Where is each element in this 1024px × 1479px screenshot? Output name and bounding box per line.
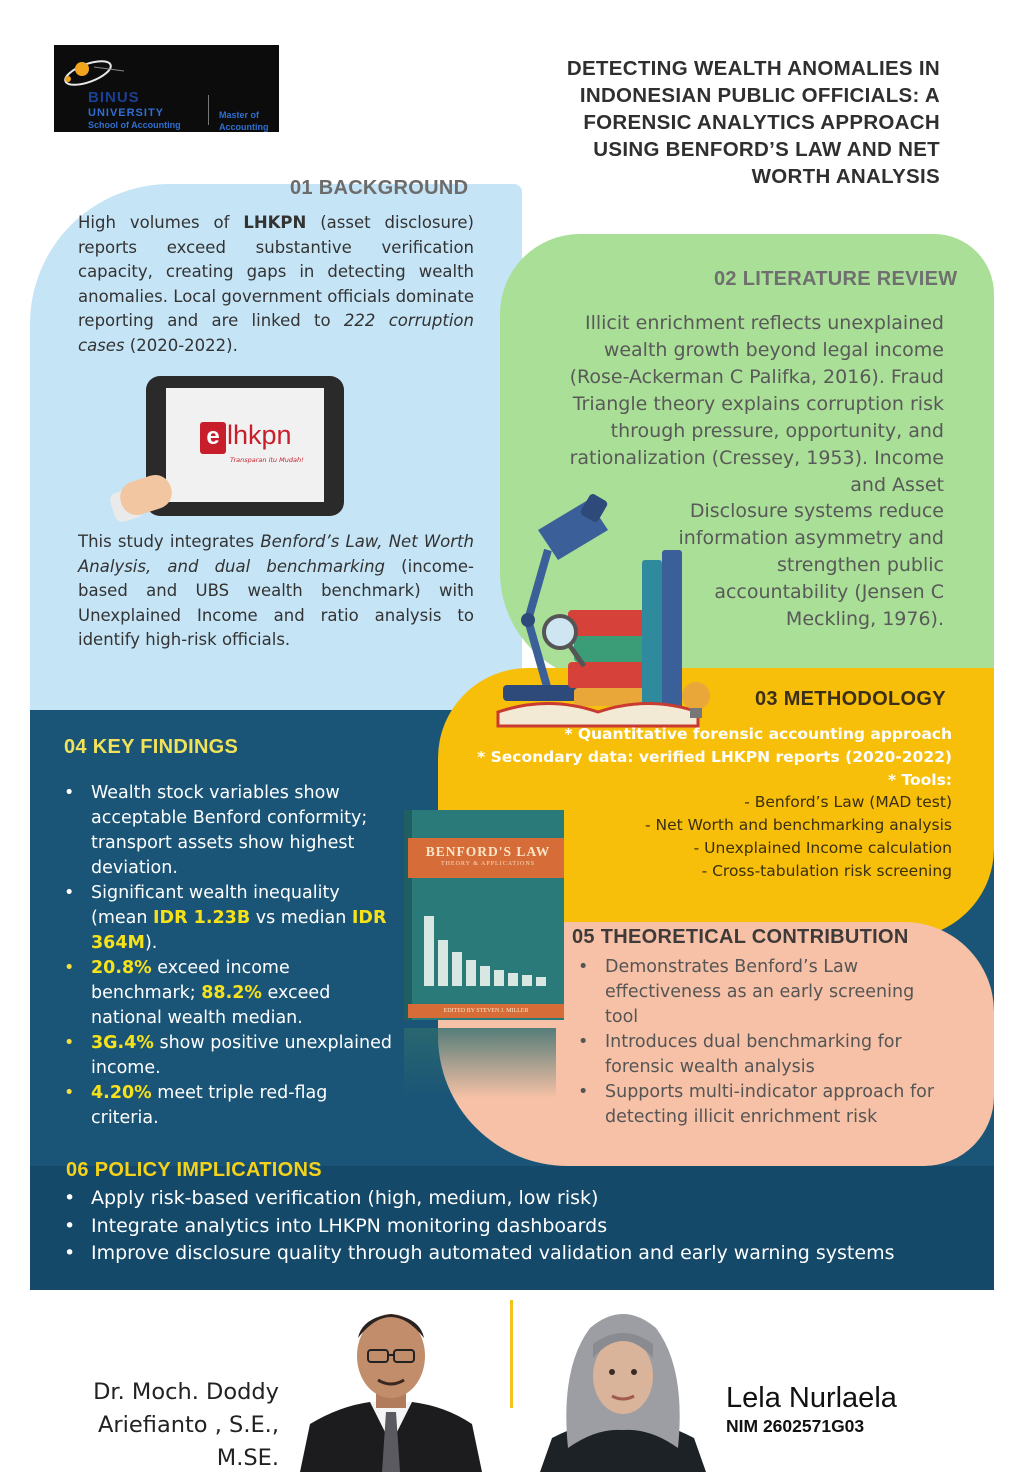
findings-list — [64, 781, 394, 1131]
tablet-screen — [166, 388, 324, 502]
methodology-item: - Cross-tabulation risk screening — [701, 861, 952, 880]
contribution-list — [578, 955, 938, 1130]
literature-paragraph-1: Illicit enrichment reflects unexplained wealth growth beyond legal income (Rose-Ackerman C Palifka, 2016). Fraud Triangle theory explains corruption risk through pressure, opportunity, and rationalization (Cressey, 1953). Income and Asset — [569, 312, 944, 496]
policy-heading: 06 POLICY IMPLICATIONS — [66, 1159, 322, 1181]
methodology-item: - Benford’s Law (MAD test) — [744, 793, 952, 812]
logo-binus: BINUS — [88, 89, 140, 106]
contribution-item: • Introduces dual benchmarking for forensic wealth analysis — [578, 1030, 938, 1080]
book-subtitle: THEORY & APPLICATIONS — [440, 861, 536, 867]
finding-item: • 4.20% meet triple red-flag criteria. — [64, 1081, 394, 1131]
supervisor-name: Dr. Moch. Doddy Ariefianto , S.E., M.SE. — [93, 1379, 279, 1471]
methodology-item: * Secondary data: verified LHKPN reports (2020-2022) — [477, 747, 952, 766]
logo-master: Master of Accounting — [219, 110, 269, 132]
book-reflection — [404, 1028, 556, 1098]
student-photo — [540, 1298, 706, 1472]
background-heading: 01 BACKGROUND — [290, 177, 469, 199]
university-logo — [54, 45, 279, 132]
finding-item: • 3G.4% show positive unexplained income. — [64, 1031, 394, 1081]
contribution-item: • Supports multi-indicator approach for detecting illicit enrichment risk — [578, 1080, 938, 1130]
logo-emblem-icon — [58, 49, 128, 91]
elhkpn-tablet-image — [146, 376, 344, 516]
elhkpn-tagline: Transparan itu Mudah! — [230, 456, 304, 464]
logo-school: School of Accounting — [88, 120, 181, 130]
methodology-item: * Quantitative forensic accounting approach — [564, 725, 952, 743]
logo-university: UNIVERSITY — [88, 107, 165, 119]
student-id: NIM 2602571G03 — [726, 1416, 865, 1436]
finding-item: • 20.8% exceed income benchmark; 88.2% exceed national wealth median. — [64, 956, 394, 1031]
methodology-item: - Unexplained Income calculation — [693, 838, 952, 857]
book-bar-graphic-icon — [420, 910, 550, 990]
contribution-heading: 05 THEORETICAL CONTRIBUTION — [572, 926, 909, 948]
contribution-item: • Demonstrates Benford’s Law effectiveness as an early screening tool — [578, 955, 938, 1030]
poster-title: DETECTING WEALTH ANOMALIES IN INDONESIAN PUBLIC OFFICIALS: A FORENSIC ANALYTICS APPROACH USING BENFORD’S LAW AND NET WORTH ANALYSIS — [566, 57, 940, 188]
footer-divider — [510, 1300, 513, 1408]
elhkpn-logo-text: lhkpn — [227, 420, 292, 450]
supervisor-photo — [300, 1294, 482, 1472]
methodology-item: - Net Worth and benchmarking analysis — [645, 816, 952, 835]
benfords-law-book-image — [404, 810, 564, 1020]
methodology-heading: 03 METHODOLOGY — [755, 688, 946, 710]
literature-heading: 02 LITERATURE REVIEW — [714, 268, 958, 290]
methodology-item: * Tools: — [887, 770, 952, 789]
elhkpn-logo-e: e — [200, 422, 226, 454]
literature-paragraph-2: Disclosure systems reduce information asymmetry and strengthen public accountability (Jensen C Meckling, 1976). — [678, 500, 944, 630]
background-paragraph-1: High volumes of LHKPN (asset disclosure) reports exceed substantive verification capacity, creating gaps in detecting wealth anomalies. Local government officials dominate reporting and are linked to 222 corruption cases (2020-2022). — [78, 213, 474, 355]
student-name: Lela Nurlaela — [726, 1382, 897, 1414]
policy-item: • Integrate analytics into LHKPN monitoring dashboards — [64, 1213, 974, 1241]
logo-divider — [208, 95, 209, 125]
policy-item: • Improve disclosure quality through automated validation and early warning systems — [64, 1240, 974, 1268]
book-stack-icon — [568, 550, 682, 710]
policy-list — [64, 1185, 974, 1268]
findings-heading: 04 KEY FINDINGS — [64, 736, 239, 758]
finding-item: • Wealth stock variables show acceptable Benford conformity; transport assets show highest deviation. — [64, 781, 394, 881]
policy-item: • Apply risk-based verification (high, medium, low risk) — [64, 1185, 974, 1213]
lamp-books-illustration — [488, 490, 728, 730]
background-paragraph-2: This study integrates Benford’s Law, Net Worth Analysis, and dual benchmarking (income-based and UBS wealth benchmark) with Unexplained Income and ratio analysis to identify high-risk officials. — [78, 532, 474, 649]
finding-item: • Significant wealth inequality (mean IDR 1.23B vs median IDR 364M). — [64, 881, 394, 956]
book-title: BENFORD'S LAW — [425, 844, 551, 859]
book-editor: EDITED BY STEVEN J. MILLER — [408, 1004, 564, 1018]
